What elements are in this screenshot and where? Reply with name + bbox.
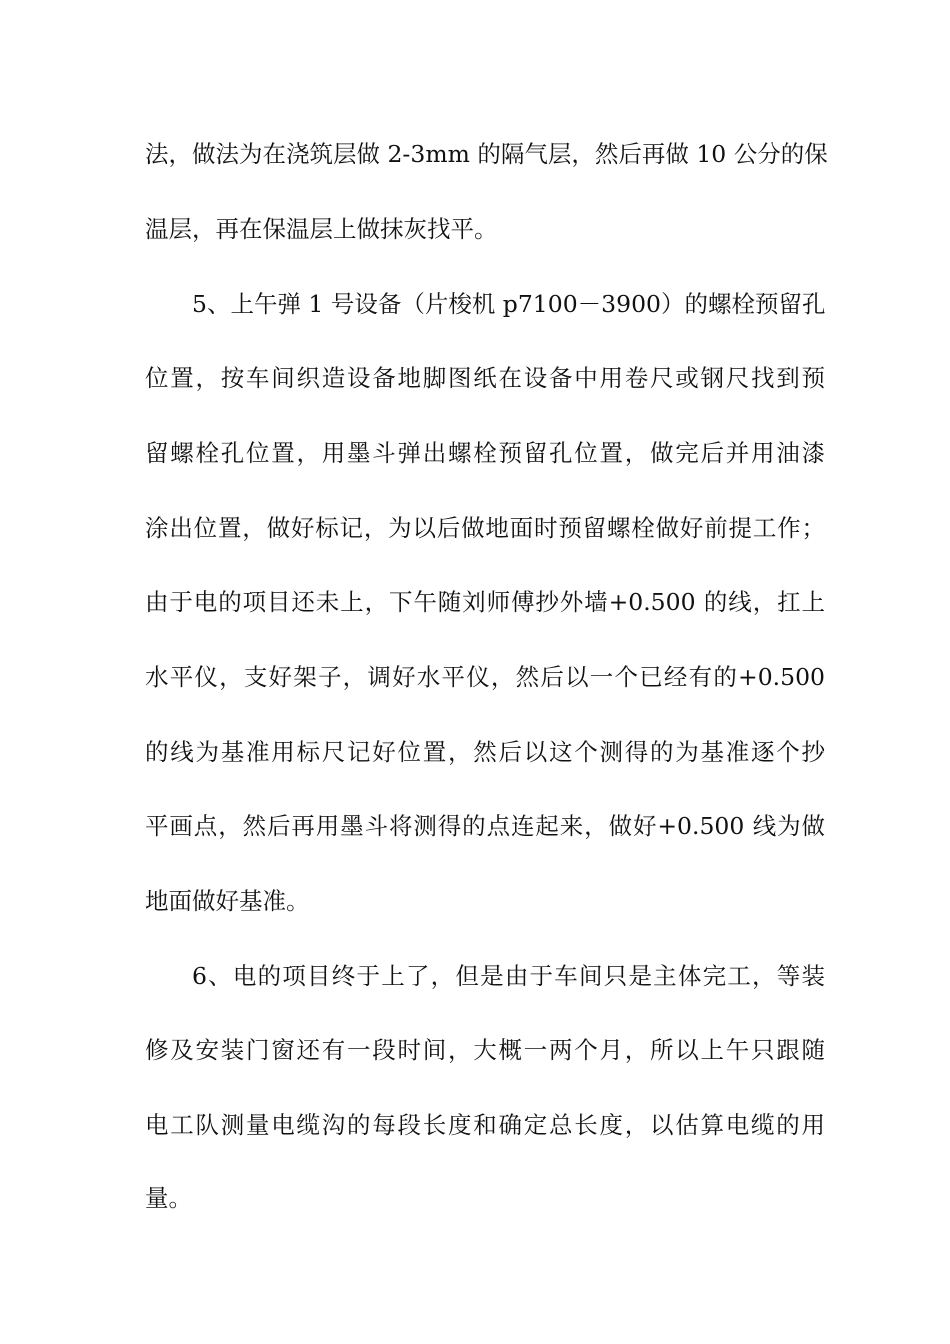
text-line: 温层，再在保温层上做抹灰找平。	[145, 215, 498, 243]
text-line: 修及安装门窗还有一段时间，大概一两个月，所以上午只跟随	[145, 1036, 825, 1064]
text-line: 留螺栓孔位置，用墨斗弹出螺栓预留孔位置，做完后并用油漆	[145, 439, 825, 467]
text-line: 水平仪，支好架子，调好水平仪，然后以一个已经有的+0.500	[145, 663, 825, 691]
text-line: 量。	[145, 1184, 192, 1212]
text-line: 由于电的项目还未上，下午随刘师傅抄外墙+0.500 的线，扛上	[145, 588, 825, 616]
text-line: 位置，按车间织造设备地脚图纸在设备中用卷尺或钢尺找到预	[145, 364, 825, 392]
text-line: 电工队测量电缆沟的每段长度和确定总长度，以估算电缆的用	[145, 1111, 825, 1139]
text-line: 平画点，然后再用墨斗将测得的点连起来，做好+0.500 线为做	[145, 812, 825, 840]
text-line: 6、电的项目终于上了，但是由于车间只是主体完工，等装	[192, 962, 825, 990]
text-line: 的线为基准用标尺记好位置，然后以这个测得的为基准逐个抄	[145, 738, 825, 766]
text-line: 地面做好基准。	[145, 887, 310, 915]
text-line: 5、上午弹 1 号设备（片梭机 p7100－3900）的螺栓预留孔	[192, 290, 826, 318]
text-line: 法，做法为在浇筑层做 2-3mm 的隔气层，然后再做 10 公分的保	[145, 140, 828, 168]
text-line: 涂出位置，做好标记，为以后做地面时预留螺栓做好前提工作；	[145, 514, 825, 542]
